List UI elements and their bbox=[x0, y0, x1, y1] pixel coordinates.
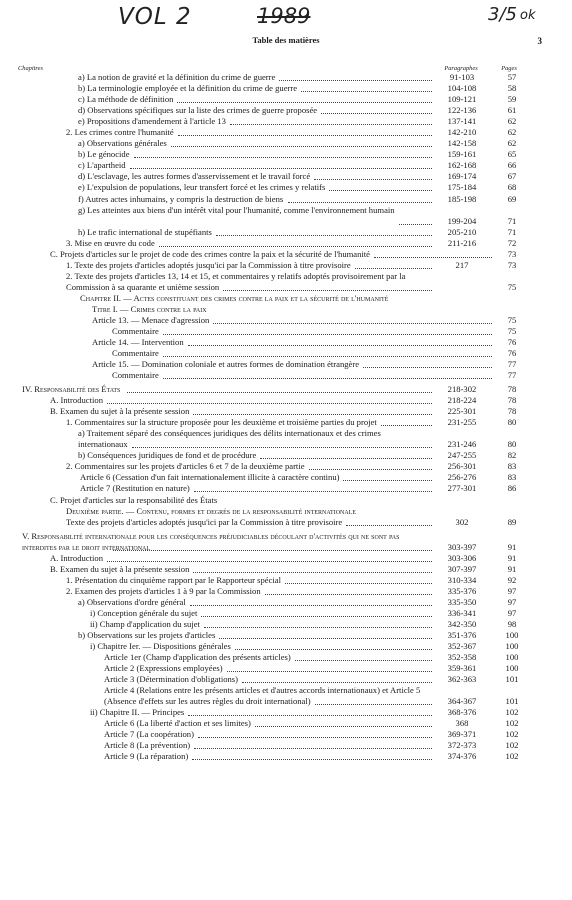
toc-entry-paragraphs: 247-255 bbox=[447, 450, 477, 461]
toc-entry-page: 58 bbox=[507, 83, 517, 94]
toc-entry-title: Commentaire bbox=[112, 347, 159, 358]
column-header-pages: Pages bbox=[501, 65, 517, 72]
toc-entry-page: 86 bbox=[507, 483, 517, 494]
toc-entry-paragraphs: 352-367 bbox=[447, 641, 477, 652]
toc-entry-paragraphs: 159-161 bbox=[447, 149, 477, 160]
toc-entry bbox=[0, 674, 572, 685]
toc-entry-title: V. Responsabilité internationale pour les conséquences préjudiciables découlant d'activités qui ne sont pas interdites par le droit international bbox=[22, 530, 400, 552]
toc-entry-page: 89 bbox=[507, 516, 517, 527]
dot-leader bbox=[223, 290, 432, 291]
toc-entry-title: B. Examen du sujet à la présente session bbox=[50, 563, 190, 574]
dot-leader bbox=[315, 704, 432, 705]
dot-leader bbox=[171, 146, 432, 147]
toc-entry-title: Article 15. — Domination coloniale et autres formes de domination étrangère bbox=[92, 359, 360, 370]
toc-entry-title: Chapitre II. — Actes constituant des crimes contre la paix et la sécurité de l'humanité bbox=[80, 292, 389, 303]
dot-leader bbox=[355, 268, 432, 269]
toc-entry-title: Article 1er (Champ d'application des présents articles) bbox=[104, 652, 291, 663]
toc-entry bbox=[0, 194, 572, 205]
dot-leader bbox=[193, 572, 432, 573]
toc-entry-paragraphs: 372-373 bbox=[447, 740, 477, 751]
dot-leader bbox=[309, 469, 432, 470]
toc-entry-title: h) Le trafic international de stupéfiants bbox=[78, 226, 212, 237]
toc-entry-page: 100 bbox=[505, 652, 519, 663]
page-number: 3 bbox=[537, 36, 542, 46]
dot-leader bbox=[381, 425, 432, 426]
dot-leader bbox=[314, 179, 432, 180]
dot-leader bbox=[163, 334, 492, 335]
toc-entry-title: d) L'esclavage, les autres formes d'asservissement et le travail forcé bbox=[78, 171, 311, 182]
toc-entry bbox=[0, 575, 572, 586]
toc-entry bbox=[0, 127, 572, 138]
toc-entry-paragraphs: 231-255 bbox=[447, 417, 477, 428]
dot-leader bbox=[288, 202, 432, 203]
dot-leader bbox=[346, 525, 432, 526]
dot-leader bbox=[127, 392, 432, 393]
toc-entry bbox=[0, 384, 572, 395]
toc-entry-page: 91 bbox=[507, 541, 517, 552]
toc-entry-title: e) L'expulsion de populations, leur transfert forcé et les crimes y relatifs bbox=[78, 182, 326, 193]
toc-entry bbox=[0, 182, 572, 193]
dot-leader bbox=[343, 480, 432, 481]
toc-entry-page: 91 bbox=[507, 552, 517, 563]
toc-entry-page: 61 bbox=[507, 105, 517, 116]
toc-entry-page: 73 bbox=[507, 259, 517, 270]
dot-leader bbox=[329, 190, 432, 191]
toc-entry-page: 57 bbox=[507, 72, 517, 82]
toc-entry bbox=[0, 304, 572, 315]
toc-entry-page: 65 bbox=[507, 149, 517, 160]
running-title: Table des matières bbox=[252, 35, 320, 45]
toc-entry-paragraphs: 91-103 bbox=[449, 72, 475, 82]
dot-leader bbox=[265, 594, 432, 595]
toc-entry-page: 100 bbox=[505, 641, 519, 652]
toc-entry-page: 69 bbox=[507, 193, 517, 204]
toc-entry-page: 101 bbox=[505, 674, 519, 685]
toc-entry bbox=[0, 564, 572, 575]
toc-entry bbox=[0, 751, 572, 762]
toc-entry-title: d) Observations spécifiques sur la liste des crimes de guerre proposée bbox=[78, 105, 318, 116]
toc-entry-title: IV. Responsabilité des États bbox=[22, 384, 121, 395]
toc-entry-page: 83 bbox=[507, 461, 517, 472]
toc-entry-page: 76 bbox=[507, 336, 517, 347]
toc-entry-paragraphs: 364-367 bbox=[447, 696, 477, 707]
toc-entry-paragraphs: 256-276 bbox=[447, 472, 477, 483]
toc-entry-page: 77 bbox=[507, 370, 517, 381]
toc-entry-page: 66 bbox=[507, 160, 517, 171]
toc-entry-page: 75 bbox=[507, 314, 517, 325]
dot-leader bbox=[188, 715, 432, 716]
dot-leader bbox=[255, 726, 432, 727]
toc-entry-title: b) La terminologie employée et la définition du crime de guerre bbox=[78, 83, 298, 94]
toc-entry-page: 71 bbox=[507, 226, 517, 237]
toc-entry-paragraphs: 335-350 bbox=[447, 596, 477, 607]
dot-leader bbox=[107, 561, 432, 562]
toc-entry-paragraphs: 368 bbox=[455, 718, 469, 729]
toc-entry-page: 73 bbox=[507, 248, 517, 259]
dot-leader bbox=[213, 323, 492, 324]
handwritten-ok-mark: ok bbox=[520, 8, 536, 23]
toc-entry-title: i) Chapitre Ier. — Dispositions générales bbox=[90, 641, 231, 652]
toc-entry-title: 3. Mise en œuvre du code bbox=[66, 237, 155, 248]
toc-entry bbox=[0, 149, 572, 160]
toc-entry-title: a) Observations générales bbox=[78, 138, 167, 149]
toc-entry-page: 83 bbox=[507, 472, 517, 483]
toc-entry bbox=[0, 450, 572, 461]
toc-entry bbox=[0, 495, 572, 506]
dot-leader bbox=[163, 378, 492, 379]
toc-entry-paragraphs: 142-158 bbox=[447, 138, 477, 149]
toc-entry bbox=[0, 337, 572, 348]
toc-entry-title: A. Introduction bbox=[50, 552, 103, 563]
toc-entry-paragraphs: 109-121 bbox=[447, 94, 477, 105]
toc-entry-title: b) Conséquences juridiques de fond et de procédure bbox=[78, 450, 257, 461]
toc-entry bbox=[0, 238, 572, 249]
toc-entry-paragraphs: 104-108 bbox=[447, 83, 477, 94]
toc-entry-page: 71 bbox=[507, 215, 517, 226]
dot-leader bbox=[194, 748, 432, 749]
toc-entry-paragraphs: 142-210 bbox=[447, 127, 477, 138]
toc-entry-page: 97 bbox=[507, 607, 517, 618]
toc-entry-page: 75 bbox=[507, 281, 517, 292]
toc-entry-paragraphs: 199-204 bbox=[447, 215, 477, 226]
dot-leader bbox=[130, 168, 432, 169]
dot-leader bbox=[194, 491, 432, 492]
dot-leader bbox=[227, 671, 432, 672]
toc-entry-title: a) Traitement séparé des conséquences juridiques des délits internationaux et des crimes internationaux bbox=[78, 428, 381, 450]
toc-entry bbox=[0, 641, 572, 652]
toc-entry bbox=[0, 94, 572, 105]
toc-entry-page: 62 bbox=[507, 138, 517, 149]
toc-entry-paragraphs: 162-168 bbox=[447, 160, 477, 171]
toc-entry-page: 102 bbox=[505, 751, 519, 762]
toc-entry bbox=[0, 483, 572, 494]
toc-entry bbox=[0, 428, 572, 450]
toc-entry-paragraphs: 256-301 bbox=[447, 461, 477, 472]
dot-leader bbox=[204, 627, 432, 628]
dot-leader bbox=[216, 235, 432, 236]
toc-entry-title: e) Propositions d'amendement à l'article 13 bbox=[78, 116, 226, 127]
toc-entry-page: 80 bbox=[507, 417, 517, 428]
dot-leader bbox=[163, 356, 492, 357]
toc-entry bbox=[0, 461, 572, 472]
toc-entry-paragraphs: 352-358 bbox=[447, 652, 477, 663]
toc-entry-page: 102 bbox=[505, 740, 519, 751]
toc-entry-title: B. Examen du sujet à la présente session bbox=[50, 406, 190, 417]
handwritten-year: 1989 bbox=[257, 4, 311, 28]
toc-entry-title: 2. Commentaires sur les projets d'articles 6 et 7 de la deuxième partie bbox=[66, 461, 305, 472]
dot-leader bbox=[363, 367, 492, 368]
toc-entry-page: 101 bbox=[505, 696, 519, 707]
toc-entry-page: 80 bbox=[507, 439, 517, 450]
toc-entry-page: 100 bbox=[505, 629, 519, 640]
toc-entry-paragraphs: 351-376 bbox=[447, 629, 477, 640]
toc-entry-title: ii) Champ d'application du sujet bbox=[90, 618, 200, 629]
dot-leader bbox=[295, 660, 432, 661]
toc-entry-title: ii) Chapitre II. — Principes bbox=[90, 707, 185, 718]
dot-leader bbox=[321, 113, 432, 114]
toc-entry-paragraphs: 225-301 bbox=[447, 406, 477, 417]
toc-entry bbox=[0, 370, 572, 381]
toc-entry-paragraphs: 205-210 bbox=[447, 226, 477, 237]
toc-entry-paragraphs: 303-397 bbox=[447, 541, 477, 552]
toc-entry bbox=[0, 249, 572, 260]
toc-entry-title: c) La méthode de définition bbox=[78, 94, 174, 105]
toc-entry-title: Texte des projets d'articles adoptés jusqu'ici par la Commission à titre provisoire bbox=[66, 516, 343, 527]
toc-entry-page: 97 bbox=[507, 585, 517, 596]
toc-entry-title: Article 13. — Menace d'agression bbox=[92, 314, 210, 325]
toc-entry-paragraphs: 217 bbox=[455, 259, 469, 270]
toc-entry-page: 97 bbox=[507, 596, 517, 607]
toc-entry bbox=[0, 348, 572, 359]
column-header-paragraphes: Paragraphes bbox=[444, 65, 478, 72]
toc-entry-title: Article 4 (Relations entre les présents articles et d'autres accords internationaux) et Article 5 (Absence d'effets sur les autres règles du droit international) bbox=[104, 685, 421, 707]
toc-entry bbox=[0, 160, 572, 171]
toc-entry-paragraphs: 218-224 bbox=[447, 395, 477, 406]
toc-entry bbox=[0, 531, 572, 553]
toc-entry-paragraphs: 122-136 bbox=[447, 105, 477, 116]
toc-entry-title: A. Introduction bbox=[50, 395, 103, 406]
toc-entry-page: 102 bbox=[505, 718, 519, 729]
dot-leader bbox=[201, 616, 432, 617]
toc-entry-title: Commentaire bbox=[112, 370, 159, 381]
toc-entry-title: c) L'apartheid bbox=[78, 160, 126, 171]
toc-entry-page: 62 bbox=[507, 116, 517, 127]
dot-leader bbox=[113, 550, 432, 551]
toc-entry-title: f) Autres actes inhumains, y compris la destruction de biens bbox=[78, 193, 284, 204]
toc-entry bbox=[0, 116, 572, 127]
handwritten-fraction: 3/5 bbox=[488, 4, 517, 25]
toc-entry-page: 75 bbox=[507, 325, 517, 336]
dot-leader bbox=[188, 345, 492, 346]
column-header-chapitres: Chapitres bbox=[18, 65, 43, 72]
toc-entry-paragraphs: 374-376 bbox=[447, 751, 477, 762]
toc-entry bbox=[0, 740, 572, 751]
handwritten-volume: VOL 2 bbox=[118, 4, 192, 30]
toc-entry-paragraphs: 302 bbox=[455, 516, 469, 527]
toc-entry-page: 102 bbox=[505, 729, 519, 740]
toc-entry-title: 2. Examen des projets d'articles 1 à 9 par la Commission bbox=[66, 585, 261, 596]
toc-entry bbox=[0, 506, 572, 517]
toc-entry-page: 59 bbox=[507, 94, 517, 105]
toc-entry bbox=[0, 663, 572, 674]
toc-entry-title: Article 2 (Expressions employées) bbox=[104, 663, 223, 674]
toc-entry-paragraphs: 336-341 bbox=[447, 607, 477, 618]
toc-entry-title: Article 9 (La réparation) bbox=[104, 751, 189, 762]
toc-entry-title: Article 14. — Intervention bbox=[92, 336, 184, 347]
dot-leader bbox=[193, 414, 432, 415]
toc-entry-page: 98 bbox=[507, 618, 517, 629]
toc-entry bbox=[0, 227, 572, 238]
toc-entry bbox=[0, 72, 572, 83]
toc-entry-title: Article 6 (La liberté d'action et ses limites) bbox=[104, 718, 251, 729]
toc-entry-paragraphs: 342-350 bbox=[447, 618, 477, 629]
toc-entry-title: Article 8 (La prévention) bbox=[104, 740, 191, 751]
toc-entry-paragraphs: 368-376 bbox=[447, 707, 477, 718]
dot-leader bbox=[132, 447, 432, 448]
toc-entry-page: 68 bbox=[507, 182, 517, 193]
toc-entry-title: b) Le génocide bbox=[78, 149, 130, 160]
toc-entry-paragraphs: 185-198 bbox=[447, 193, 477, 204]
toc-entry-title: Commentaire bbox=[112, 325, 159, 336]
toc-entry-title: C. Projets d'articles sur le projet de code des crimes contre la paix et la sécurité de l'humanité bbox=[50, 248, 370, 259]
toc-entry bbox=[0, 608, 572, 619]
toc-entry-page: 82 bbox=[507, 450, 517, 461]
dot-leader bbox=[301, 91, 432, 92]
dot-leader bbox=[159, 246, 432, 247]
toc-entry-page: 78 bbox=[507, 395, 517, 406]
toc-entry-title: C. Projet d'articles sur la responsabilité des États bbox=[50, 494, 218, 505]
toc-entry-paragraphs: 169-174 bbox=[447, 171, 477, 182]
toc-entry-paragraphs: 211-216 bbox=[447, 237, 477, 248]
toc-entry-title: 2. Texte des projets d'articles 13, 14 et 15, et commentaires y relatifs adoptés provisoirement par la Commission à sa quarante et unième session bbox=[66, 270, 406, 292]
toc-entry-paragraphs: 369-371 bbox=[447, 729, 477, 740]
toc-entry bbox=[0, 205, 572, 227]
dot-leader bbox=[242, 682, 432, 683]
dot-leader bbox=[285, 583, 432, 584]
toc-entry bbox=[0, 652, 572, 663]
toc-entry-page: 78 bbox=[507, 406, 517, 417]
dot-leader bbox=[190, 605, 432, 606]
toc-entry-paragraphs: 303-306 bbox=[447, 552, 477, 563]
toc-entry bbox=[0, 293, 572, 304]
toc-entry bbox=[0, 517, 572, 528]
toc-entry-title: Article 3 (Détermination d'obligations) bbox=[104, 674, 239, 685]
toc-entry-page: 67 bbox=[507, 171, 517, 182]
toc-entry bbox=[0, 630, 572, 641]
toc-entry bbox=[0, 685, 572, 707]
toc-entry-title: Deuxième partie. — Contenu, formes et degrés de la responsabilité internationale bbox=[66, 505, 357, 516]
toc-entry-page: 78 bbox=[507, 384, 517, 395]
toc-entry bbox=[0, 171, 572, 182]
toc-entry bbox=[0, 315, 572, 326]
dot-leader bbox=[107, 403, 432, 404]
toc-entry-paragraphs: 307-397 bbox=[447, 563, 477, 574]
dot-leader bbox=[260, 458, 432, 459]
dot-leader bbox=[374, 257, 492, 258]
toc-entry-title: Article 6 (Cessation d'un fait internationalement illicite à caractère continu) bbox=[80, 472, 340, 483]
toc-entry bbox=[0, 395, 572, 406]
toc-entry-title: 1. Texte des projets d'articles adoptés jusqu'ici par la Commission à titre provisoire bbox=[66, 259, 351, 270]
dot-leader bbox=[177, 102, 432, 103]
toc-entry bbox=[0, 472, 572, 483]
toc-entry bbox=[0, 105, 572, 116]
toc-entry-paragraphs: 310-334 bbox=[447, 574, 477, 585]
toc-entry-page: 100 bbox=[505, 663, 519, 674]
dot-leader bbox=[198, 737, 432, 738]
toc-entry-title: Article 7 (Restitution en nature) bbox=[80, 483, 190, 494]
toc-entry-title: a) La notion de gravité et la définition du crime de guerre bbox=[78, 72, 276, 82]
toc-entry-paragraphs: 335-376 bbox=[447, 585, 477, 596]
dot-leader bbox=[399, 224, 432, 225]
toc-entry-page: 92 bbox=[507, 574, 517, 585]
toc-entry bbox=[0, 718, 572, 729]
toc-entry-paragraphs: 359-361 bbox=[447, 663, 477, 674]
toc-entry-title: Article 7 (La coopération) bbox=[104, 729, 194, 740]
toc-entry bbox=[0, 260, 572, 271]
toc-entry-paragraphs: 175-184 bbox=[447, 182, 477, 193]
dot-leader bbox=[230, 124, 432, 125]
toc-entry bbox=[0, 417, 572, 428]
toc-entry-title: Titre I. — Crimes contre la paix bbox=[92, 303, 207, 314]
toc-entry-title: b) Observations sur les projets d'articles bbox=[78, 629, 216, 640]
toc-entry bbox=[0, 271, 572, 293]
toc-entry-page: 62 bbox=[507, 127, 517, 138]
toc-entry bbox=[0, 729, 572, 740]
toc-entry-page: 91 bbox=[507, 563, 517, 574]
dot-leader bbox=[235, 649, 432, 650]
dot-leader bbox=[178, 135, 432, 136]
dot-leader bbox=[134, 157, 432, 158]
toc-entry-paragraphs: 231-246 bbox=[447, 439, 477, 450]
toc-entry-paragraphs: 137-141 bbox=[447, 116, 477, 127]
toc-entry-title: 1. Présentation du cinquième rapport par le Rapporteur spécial bbox=[66, 574, 282, 585]
toc-entry-paragraphs: 218-302 bbox=[447, 384, 477, 395]
toc-entry-paragraphs: 362-363 bbox=[447, 674, 477, 685]
toc-entry bbox=[0, 619, 572, 630]
toc-entry bbox=[0, 707, 572, 718]
toc-entry bbox=[0, 359, 572, 370]
toc-entry-paragraphs: 277-301 bbox=[447, 483, 477, 494]
toc-entry bbox=[0, 406, 572, 417]
dot-leader bbox=[279, 80, 432, 81]
toc-entry bbox=[0, 597, 572, 608]
toc-entry-title: 2. Les crimes contre l'humanité bbox=[66, 127, 174, 138]
toc-entry-page: 76 bbox=[507, 347, 517, 358]
toc-entry bbox=[0, 83, 572, 94]
toc-entry bbox=[0, 326, 572, 337]
toc-entry-page: 102 bbox=[505, 707, 519, 718]
toc-entry bbox=[0, 138, 572, 149]
toc-entry-title: a) Observations d'ordre général bbox=[78, 596, 186, 607]
toc-entry-page: 77 bbox=[507, 359, 517, 370]
toc-entry bbox=[0, 553, 572, 564]
dot-leader bbox=[192, 759, 432, 760]
toc-entry-title: i) Conception générale du sujet bbox=[90, 607, 198, 618]
toc-entry-page: 72 bbox=[507, 237, 517, 248]
toc-entry bbox=[0, 586, 572, 597]
toc-entry-title: g) Les atteintes aux biens d'un intérêt vital pour l'humanité, comme l'environnement humain bbox=[78, 204, 395, 215]
toc-entry-title: 1. Commentaires sur la structure proposée pour les deuxième et troisième parties du projet bbox=[66, 417, 377, 428]
table-of-contents bbox=[0, 72, 572, 762]
dot-leader bbox=[219, 638, 432, 639]
